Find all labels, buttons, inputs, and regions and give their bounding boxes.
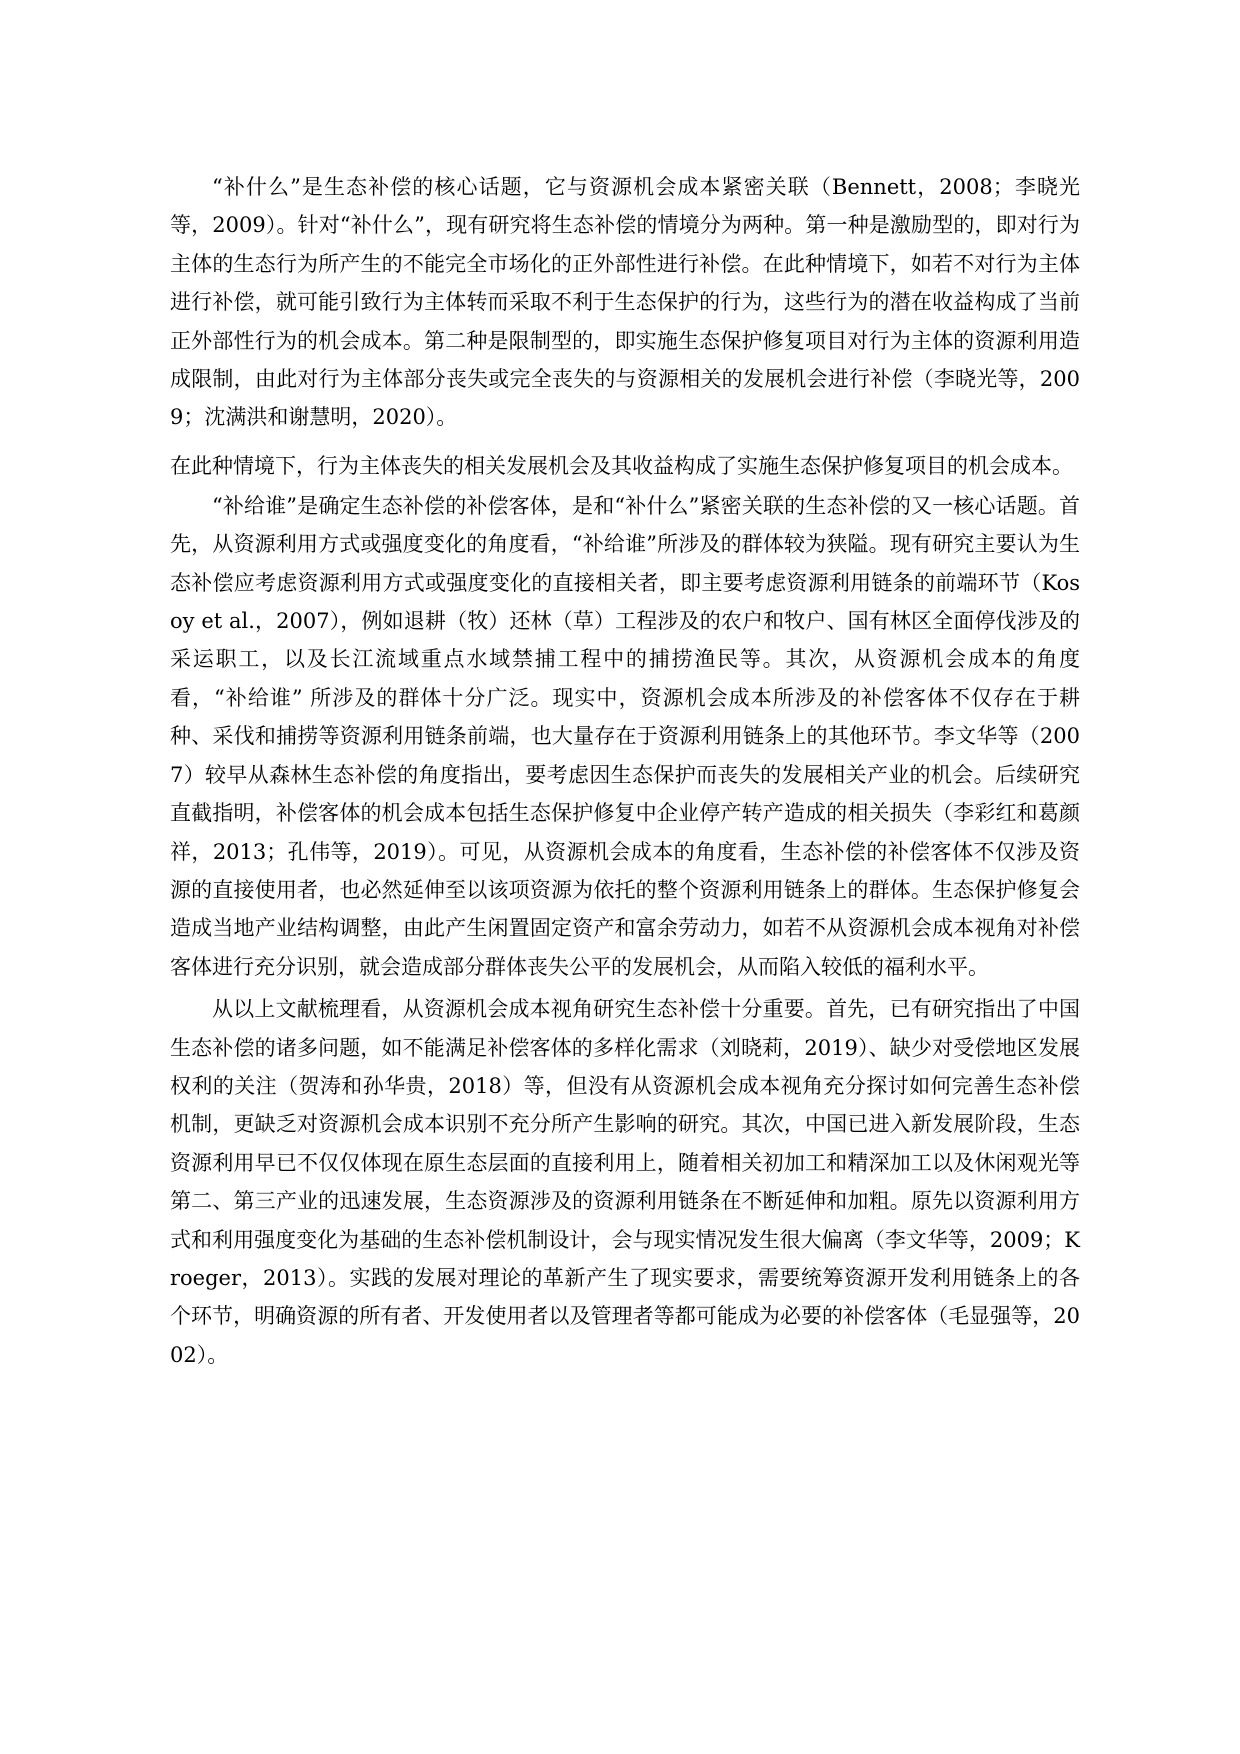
paragraph-what-to-compensate: “补什么”是生态补偿的核心话题，它与资源机会成本紧密关联（Bennett，2008；李晓光等，2009）。针对“补什么”，现有研究将生态补偿的情境分为两种。第一种是激励型的，即对行为主体的生态行为所产生的不能完全市场化的正外部性进行补偿。在此种情境下，如若不对行为主体进行补偿，就可能引致行为主体转而采取不利于生态保护的行为，这些行为的潜在收益构成了当前正外部性行为的机会成本。第二种是限制型的，即实施生态保护修复项目对行为主体的资源利用造成限制，由此对行为主体部分丧失或完全丧失的与资源相关的发展机会进行补偿（李晓光等，2009；沈满洪和谢慧明，2020）。 [170,175,1080,430]
paragraph-literature-review: 从以上文献梳理看，从资源机会成本视角研究生态补偿十分重要。首先，已有研究指出了中国生态补偿的诸多问题，如不能满足补偿客体的多样化需求（刘晓莉，2019）、缺少对受偿地区发展权利的关注（贺涛和孙华贵，2018）等，但没有从资源机会成本视角充分探讨如何完善生态补偿机制，更缺乏对资源机会成本识别不充分所产生影响的研究。其次，中国已进入新发展阶段，生态资源利用早已不仅仅体现在原生态层面的直接利用上，随着相关初加工和精深加工以及休闲观光等第二、第三产业的迅速发展，生态资源涉及的资源利用链条在不断延伸和加粗。原先以资源利用方式和利用强度变化为基础的生态补偿机制设计，会与现实情况发生很大偏离（李文华等，2009；Kroeger，2013）。实践的发展对理论的革新产生了现实要求，需要统筹资源开发利用链条上的各个环节，明确资源的所有者、开发使用者以及管理者等都可能成为必要的补偿客体（毛显强等，2002）。 [170,997,1080,1367]
body-text [170,168,1080,1374]
paragraph-whom-to-compensate: “补给谁”是确定生态补偿的补偿客体，是和“补什么”紧密关联的生态补偿的又一核心话题。首先，从资源利用方式或强度变化的角度看，“补给谁”所涉及的群体较为狭隘。现有研究主要认为生态补偿应考虑资源利用方式或强度变化的直接相关者，即主要考虑资源利用链条的前端环节（Kosoy et al.，2007），例如退耕（牧）还林（草）工程涉及的农户和牧户、国有林区全面停伐涉及的采运职工，以及长江流域重点水域禁捕工程中的捕捞渔民等。其次，从资源机会成本的角度看，“补给谁” 所涉及的群体十分广泛。现实中，资源机会成本所涉及的补偿客体不仅存在于耕种、采伐和捕捞等资源利用链条前端，也大量存在于资源利用链条上的其他环节。李文华等（2007）较早从森林生态补偿的角度指出，要考虑因生态保护而丧失的发展相关产业的机会。后续研究直截指明，补偿客体的机会成本包括生态保护修复中企业停产转产造成的相关损失（李彩红和葛颜祥，2013；孔伟等，2019）。可见，从资源机会成本的角度看，生态补偿的补偿客体不仅涉及资源的直接使用者，也必然延伸至以该项资源为依托的整个资源利用链条上的群体。生态保护修复会造成当地产业结构调整，由此产生闲置固定资产和富余劳动力，如若不从资源机会成本视角对补偿客体进行充分识别，就会造成部分群体丧失公平的发展机会，从而陷入较低的福利水平。 [170,493,1080,979]
paragraph-restriction-context: 在此种情境下，行为主体丧失的相关发展机会及其收益构成了实施生态保护修复项目的机会成本。 [170,453,1073,478]
